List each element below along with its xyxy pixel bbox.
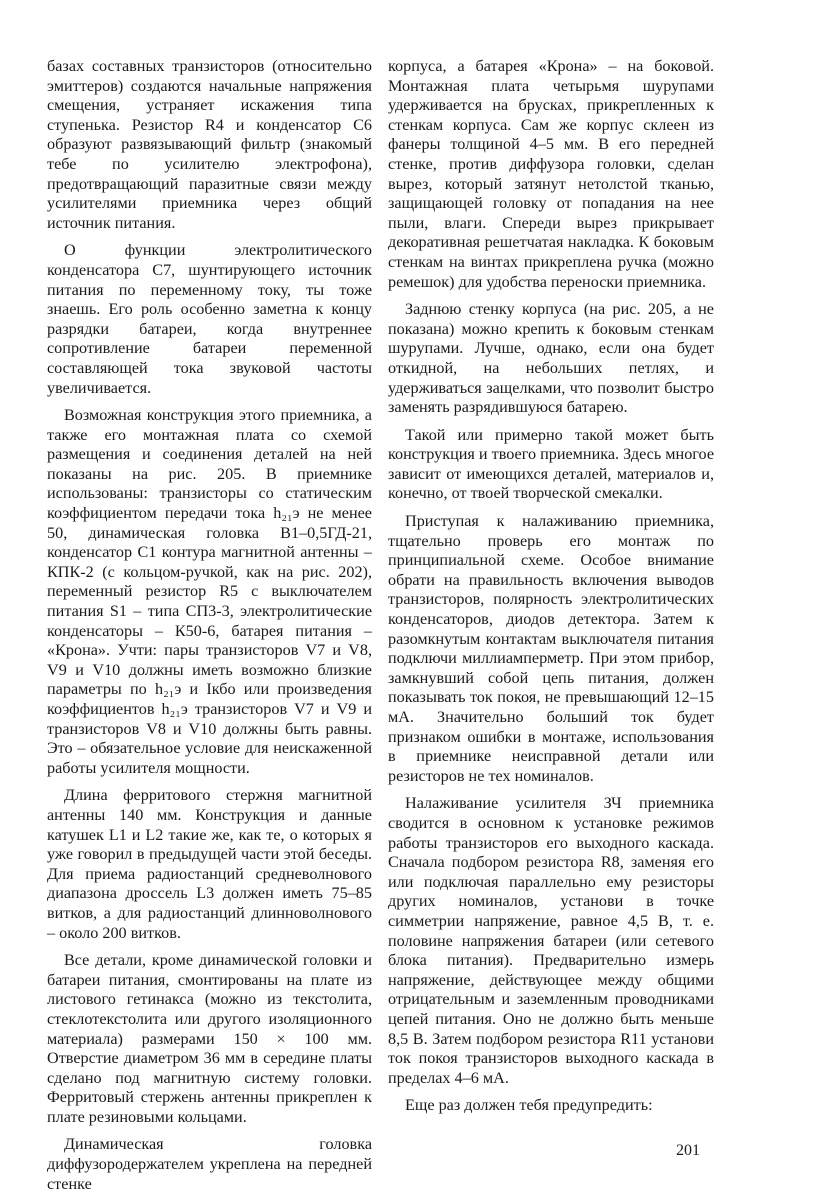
paragraph: Заднюю стенку корпуса (на рис. 205, а не показана) можно крепить к боковым стенкам шурупами. Лучше, однако, если она будет откидной, на небольших петлях, и удерживаться защелками, что позволит быстро заменять разрядившуюся батарею.: [388, 300, 714, 417]
paragraph: Динамическая головка диффузородержателем укреплена на передней стенке: [47, 1135, 372, 1193]
paragraph: корпуса, а батарея «Крона» – на боковой. Монтажная плата четырьмя шурупами удерживается на брусках, прикрепленных к стенкам корпуса. Сам же корпус склеен из фанеры толщиной 4–5 мм. В его передней стенке, против диффузора головки, сделан вырез, который затянут нетолстой тканью, защищающей головку от попадания на нее пыли, влаги. Спереди вырез прикрывает декоративная решетчатая накладка. К боковым стенкам на винтах прикреплена ручка (можно ремешок) для удобства переноски приемника.: [388, 57, 714, 291]
page-number: 201: [676, 1142, 700, 1159]
paragraph: Налаживание усилителя ЗЧ приемника сводится в основном к установке режимов работы транзисторов его выходного каскада. Сначала подбором резистора R8, заменяя его или подключая параллельно ему резисторы других номиналов, установи в точке симметрии напряжение, равное 4,5 В, т. е. половине напряжения батареи (или сетевого блока питания). Предварительно измерь напряжение, действующее между общими отрицательным и заземленным проводниками цепей питания. Оно не должно быть меньше 8,5 В. Затем подбором резистора R11 установи ток покоя транзисторов выходного каскада в пределах 4–6 мА.: [388, 794, 714, 1087]
right-column: [388, 57, 714, 1124]
paragraph: Приступая к налаживанию приемника, тщательно проверь его монтаж по принципиальной схеме. Особое внимание обрати на правильность включения выводов транзисторов, полярность электролитических конденсаторов, диодов детектора. Затем к разомкнутым контактам выключателя питания подключи миллиамперметр. При этом прибор, замкнувший собой цепь питания, должен показывать ток покоя, не превышающий 12–15 мА. Значительно больший ток будет признаком ошибки в монтаже, использования в приемнике неисправной детали или резисторов не тех номиналов.: [388, 512, 714, 785]
paragraph: Такой или примерно такой может быть конструкция и твоего приемника. Здесь многое зависит от имеющихся деталей, материалов и, конечно, от твоей творческой смекалки.: [388, 425, 715, 503]
paragraph: Все детали, кроме динамической головки и батареи питания, смонтированы на плате из листового гетинакса (можно из текстолита, стеклотекстолита или другого изоляционного материала) размерами 150 × 100 мм. Отверстие диаметром 36 мм в середине платы сделано под магнитную систему головки. Ферритовый стержень антенны прикреплен к плате резиновыми кольцами.: [47, 951, 372, 1126]
left-column: [47, 57, 372, 1202]
paragraph: базах составных транзисторов (относительно эмиттеров) создаются начальные напряжения смещения, устраняет искажения типа ступенька. Резистор R4 и конденсатор C6 образуют развязывающий фильтр (знакомый тебе по усилителю электрофона), предотвращающий паразитные связи между усилителями приемника через общий источник питания.: [47, 57, 372, 232]
paragraph: Длина ферритового стержня магнитной антенны 140 мм. Конструкция и данные катушек L1 и L2 такие же, как те, о которых я уже говорил в предыдущей части этой беседы. Для приема радиостанций средневолнового диапазона дроссель L3 должен иметь 75–85 витков, а для радиостанций длинноволнового – около 200 витков.: [47, 786, 372, 942]
paragraph: О функции электролитического конденсатора C7, шунтирующего источник питания по переменному току, ты тоже знаешь. Его роль особенно заметна к концу разрядки батареи, когда внутреннее сопротивление батареи переменной составляющей тока звуковой частоты увеличивается.: [47, 241, 372, 397]
paragraph: Возможная конструкция этого приемника, а также его монтажная плата со схемой размещения и соединения деталей на ней показаны на рис. 205. В приемнике использованы: транзисторы со статическим коэффициентом передачи тока h₂₁э не менее 50, динамическая головка B1–0,5ГД-21, конденсатор C1 контура магнитной антенны – КПК-2 (с кольцом-ручкой, как на рис. 202), переменный резистор R5 с выключателем питания S1 – типа СП3-3, электролитические конденсаторы – К50-6, батарея питания – «Крона». Учти: пары транзисторов V7 и V8, V9 и V10 должны иметь возможно близкие параметры по h₂₁э и Iкбо или произведения коэффициентов h₂₁э транзисторов V7 и V9 и транзисторов V8 и V10 должны быть равны. Это – обязательное условие для неискаженной работы усилителя мощности.: [47, 406, 372, 777]
paragraph: Еще раз должен тебя предупредить:: [405, 1096, 653, 1115]
